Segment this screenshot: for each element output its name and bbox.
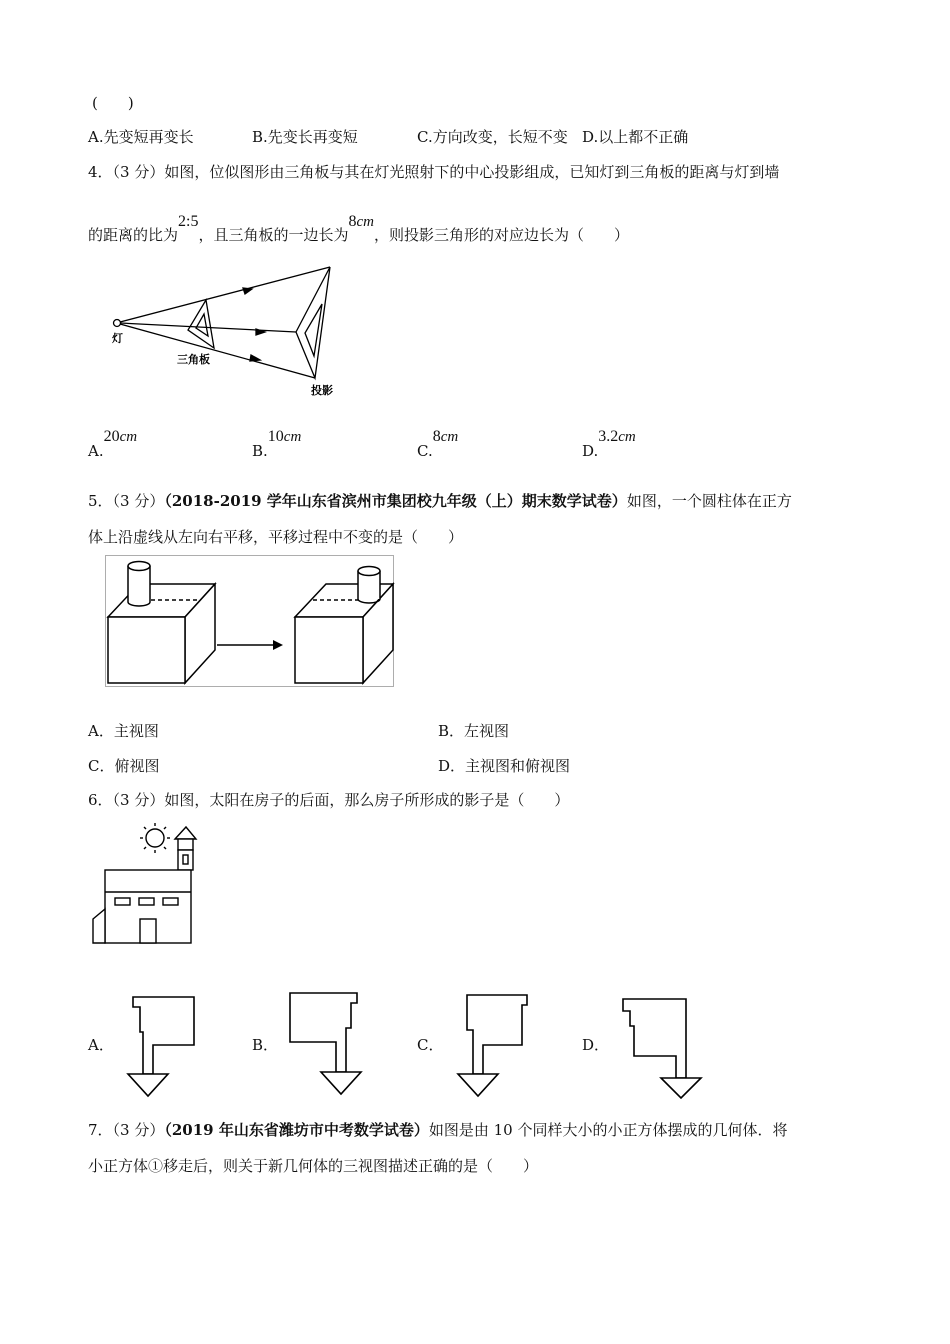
q6-stem: 6．（3 分）如图，太阳在房子的后面，那么房子所形成的影子是（ ）: [88, 791, 570, 809]
q5-option-a: A．主视图: [88, 722, 159, 740]
projection-triangle-outer: [296, 267, 330, 378]
q5-number: 5．: [88, 492, 113, 510]
q5-option-b: B．左视图: [438, 722, 510, 740]
q7-stem-line2: 小正方体①移走后，则关于新几何体的三视图描述正确的是（ ）: [88, 1157, 539, 1175]
q4-option-b: B.10cm: [252, 428, 302, 460]
lamp-label: 灯: [112, 332, 123, 345]
q6-option-b-shadow: [285, 990, 365, 1090]
q6-option-a-shadow: [120, 992, 200, 1092]
q5-stem-line2: 体上沿虚线从左向右平移，平移过程中不变的是（ ）: [88, 528, 464, 546]
q4-ratio: 2:5: [178, 213, 199, 230]
q6-option-d-label: D．: [582, 1036, 610, 1054]
q4-option-c: C.8cm: [417, 428, 459, 460]
q4-stem-line2: 的距离的比为2:5，且三角板的一边长为8cm，则投影三角形的对应边长为（ ）: [88, 213, 629, 244]
q3-option-b: B.先变长再变短: [252, 128, 358, 146]
q6-option-c-label: C．: [417, 1036, 444, 1054]
q5-cube-cylinder-figure: [105, 555, 395, 690]
sun-icon: [140, 823, 170, 853]
q4-length: 8cm: [348, 213, 374, 230]
q5-option-c: C．俯视图: [88, 757, 160, 775]
q7-number: 7．: [88, 1121, 113, 1139]
q7-source: （2019 年山东省潍坊市中考数学试卷）: [164, 1121, 429, 1139]
q6-number: 6．: [88, 791, 113, 809]
lamp-icon: [114, 320, 121, 327]
board-label: 三角板: [177, 353, 210, 366]
q4-stem-line1: 4．（3 分）如图，位似图形由三角板与其在灯光照射下的中心投影组成，已知灯到三角板的距离与灯到墙: [88, 163, 780, 181]
q3-option-a: A.先变短再变长: [88, 128, 194, 146]
q5-score: （3 分）: [112, 492, 165, 510]
q3-answer-bracket: ( ): [92, 94, 134, 112]
q4-score: （3 分）: [112, 163, 165, 181]
q4-projection-figure: [100, 260, 350, 400]
q7-score: （3 分）: [112, 1121, 165, 1139]
q6-option-d-shadow: [618, 996, 698, 1096]
q6-option-c-shadow: [455, 992, 535, 1092]
q3-option-c: C.方向改变，长短不变: [417, 128, 568, 146]
q4-option-a: A.20cm: [88, 428, 138, 460]
q5-option-d: D．主视图和俯视图: [438, 757, 571, 775]
q7-stem-line1: 7．（3 分）（2019 年山东省潍坊市中考数学试卷）如图是由 10 个同样大小的小正方体摆成的几何体．将: [88, 1121, 788, 1139]
q5-stem-line1: 5．（3 分）（2018-2019 学年山东省滨州市集团校九年级（上）期末数学试卷）如图，一个圆柱体在正方: [88, 492, 792, 510]
q6-option-b-label: B．: [252, 1036, 279, 1054]
q6-score: （3 分）: [112, 791, 165, 809]
q6-option-a-label: A．: [88, 1036, 114, 1054]
q4-number: 4．: [88, 163, 113, 181]
q6-house-sun-figure: [88, 818, 208, 948]
projection-label: 投影: [311, 384, 333, 397]
q3-option-d: D.以上都不正确: [582, 128, 689, 146]
q5-source: （2018-2019 学年山东省滨州市集团校九年级（上）期末数学试卷）: [164, 492, 627, 510]
q4-option-d: D.3.2cm: [582, 428, 636, 460]
triangle-board-outer: [188, 300, 214, 348]
